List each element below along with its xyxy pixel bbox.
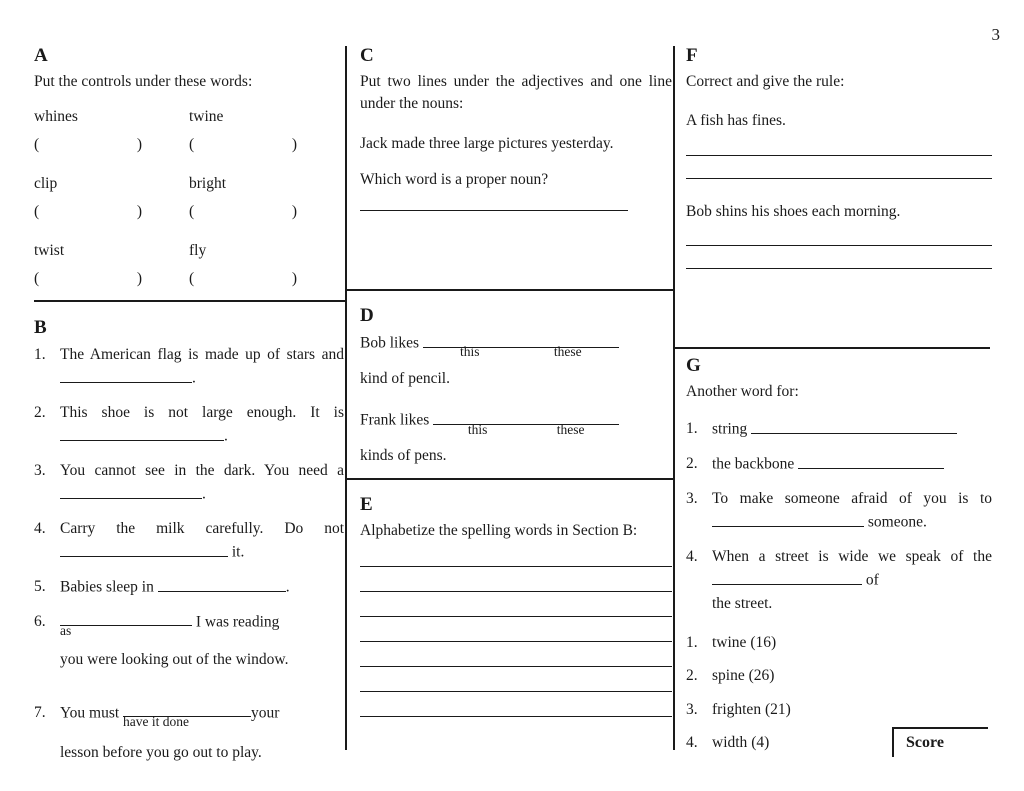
fill-in-blank-with-choices[interactable] bbox=[423, 331, 619, 360]
section-a bbox=[34, 46, 344, 304]
section-c-question: Which word is a proper noun? bbox=[360, 171, 549, 189]
section-e-letter: E bbox=[360, 494, 373, 515]
table-row bbox=[34, 237, 344, 266]
list-item bbox=[686, 417, 992, 441]
fill-in-blank[interactable] bbox=[60, 366, 192, 383]
blank-hint: as bbox=[60, 622, 72, 638]
fill-in-blank[interactable] bbox=[798, 452, 944, 469]
section-g-list bbox=[686, 417, 992, 615]
list-item bbox=[686, 452, 992, 476]
item-number: 1. bbox=[686, 420, 698, 438]
section-f-sentence-1: A fish has fines. bbox=[686, 112, 786, 130]
item-text-post: . bbox=[202, 485, 206, 503]
item-text-post: I was reading bbox=[195, 613, 280, 631]
table-row bbox=[34, 199, 344, 237]
word-label: twine bbox=[712, 634, 747, 652]
word-count: (26) bbox=[748, 667, 775, 685]
answer-parens[interactable] bbox=[34, 266, 189, 304]
item-number: 3. bbox=[686, 489, 698, 507]
item-number: 5. bbox=[34, 578, 46, 595]
list-item bbox=[686, 700, 992, 720]
section-a-letter: A bbox=[34, 45, 48, 66]
section-f-sentence-2: Bob shins his shoes each morning. bbox=[686, 202, 901, 220]
answer-line[interactable] bbox=[360, 666, 672, 667]
paren-open: ( bbox=[34, 202, 40, 220]
item-text: the backbone bbox=[712, 455, 795, 473]
section-e-prompt: Alphabetize the spelling words in Section B: bbox=[360, 522, 638, 539]
item-text-post: someone. bbox=[867, 513, 927, 531]
section-d-item-1-tail: kind of pencil. bbox=[360, 369, 450, 387]
section-e-answer-lines bbox=[360, 566, 672, 717]
fill-in-blank[interactable] bbox=[60, 540, 228, 557]
divider-f-g bbox=[674, 347, 990, 349]
section-d-item-2 bbox=[360, 408, 672, 437]
word-cell: twine bbox=[189, 108, 224, 126]
column-left bbox=[34, 45, 344, 761]
section-f bbox=[686, 46, 992, 269]
item-number: 1. bbox=[34, 346, 46, 363]
word-cell: whines bbox=[34, 108, 78, 126]
item-body bbox=[60, 343, 344, 390]
table-row bbox=[34, 132, 344, 170]
column-middle bbox=[360, 45, 672, 539]
item-body bbox=[60, 517, 344, 564]
section-g-letter: G bbox=[686, 355, 701, 376]
item-body bbox=[60, 459, 344, 506]
item-text: When a street is wide we speak of the bbox=[712, 547, 992, 565]
fill-in-blank-with-hint[interactable] bbox=[60, 610, 192, 638]
divider-c-d bbox=[347, 289, 673, 291]
answer-line[interactable] bbox=[360, 691, 672, 692]
section-g bbox=[686, 356, 992, 766]
choice-option[interactable]: this bbox=[460, 344, 480, 360]
item-number: 4. bbox=[686, 733, 698, 751]
item-text: Bob likes bbox=[360, 334, 419, 352]
item-number: 2. bbox=[34, 404, 46, 421]
section-a-prompt: Put the controls under these words: bbox=[34, 73, 253, 90]
column-divider-left bbox=[345, 46, 347, 750]
section-f-lines-1 bbox=[686, 155, 992, 179]
list-item bbox=[686, 666, 992, 686]
item-body bbox=[712, 452, 992, 476]
choice-option[interactable]: this bbox=[467, 421, 488, 437]
table-row bbox=[34, 170, 344, 199]
section-b-letter: B bbox=[34, 317, 47, 338]
list-item bbox=[34, 610, 344, 671]
page-number: 3 bbox=[991, 25, 1000, 44]
section-c-prompt: Put two lines under the adjectives and one line under the nouns: bbox=[360, 73, 672, 113]
word-label: spine bbox=[712, 667, 745, 685]
paren-open: ( bbox=[189, 202, 195, 220]
item-text: You must bbox=[60, 704, 120, 722]
item-text-post: . bbox=[192, 369, 196, 387]
list-item bbox=[34, 517, 344, 564]
section-b-list bbox=[34, 343, 344, 764]
blank-choices bbox=[433, 423, 619, 438]
section-b bbox=[34, 318, 344, 775]
item-body bbox=[712, 417, 992, 441]
answer-parens[interactable] bbox=[189, 199, 344, 237]
paren-close: ) bbox=[291, 136, 297, 154]
section-c-letter: C bbox=[360, 45, 374, 66]
item-body bbox=[712, 487, 992, 534]
score-box[interactable] bbox=[892, 727, 988, 757]
item-body bbox=[60, 610, 344, 638]
item-text: Frank likes bbox=[360, 411, 430, 429]
item-body bbox=[712, 545, 992, 592]
section-f-lines-2 bbox=[686, 245, 992, 269]
word-count: (16) bbox=[750, 634, 777, 652]
word-count: (4) bbox=[751, 733, 770, 751]
column-divider-right bbox=[673, 46, 675, 750]
section-f-letter: F bbox=[686, 45, 698, 66]
paren-close: ) bbox=[136, 269, 142, 287]
blank-hint: have it done bbox=[123, 713, 190, 729]
paren-open: ( bbox=[34, 269, 40, 287]
item-text: Babies sleep in bbox=[60, 578, 154, 596]
section-c-sentence: Jack made three large pictures yesterday. bbox=[360, 134, 614, 152]
item-text: You cannot see in the dark. You need a bbox=[60, 462, 344, 479]
item-text: The American flag is made up of stars and bbox=[60, 346, 344, 363]
word-cell: clip bbox=[34, 175, 58, 193]
fill-in-blank[interactable] bbox=[60, 482, 202, 499]
word-cell: bright bbox=[189, 175, 227, 193]
paren-close: ) bbox=[136, 136, 142, 154]
answer-line[interactable] bbox=[360, 641, 672, 642]
item-number: 6. bbox=[34, 612, 46, 630]
word-label: width bbox=[712, 733, 748, 751]
answer-parens[interactable] bbox=[34, 132, 189, 170]
word-count: (21) bbox=[764, 700, 791, 718]
section-e bbox=[360, 495, 672, 717]
item-text: This shoe is not large enough. It is bbox=[60, 404, 344, 421]
section-d bbox=[360, 306, 672, 486]
fill-in-blank-with-choices[interactable] bbox=[433, 408, 619, 437]
answer-line[interactable] bbox=[360, 716, 672, 717]
section-g-prompt: Another word for: bbox=[686, 383, 799, 400]
word-cell: fly bbox=[189, 242, 207, 260]
item-tail: you were looking out of the window. bbox=[60, 650, 289, 668]
list-item bbox=[34, 701, 344, 764]
item-body bbox=[60, 701, 344, 729]
list-item bbox=[34, 401, 344, 448]
item-number: 7. bbox=[34, 703, 46, 721]
item-tail: lesson before you go out to play. bbox=[60, 743, 262, 761]
list-item bbox=[34, 459, 344, 506]
paren-open: ( bbox=[189, 269, 195, 287]
answer-line[interactable] bbox=[360, 566, 672, 567]
word-cell: twist bbox=[34, 242, 65, 260]
fill-in-blank-with-hint[interactable] bbox=[123, 701, 251, 729]
fill-in-blank[interactable] bbox=[60, 424, 224, 441]
item-number: 3. bbox=[686, 700, 698, 718]
answer-parens[interactable] bbox=[189, 132, 344, 170]
item-number: 4. bbox=[34, 520, 46, 537]
item-text: Carry the milk carefully. Do not bbox=[60, 520, 344, 537]
item-text-post: . bbox=[285, 578, 290, 596]
item-number: 3. bbox=[34, 462, 46, 479]
list-item bbox=[686, 487, 992, 534]
choice-option[interactable]: these bbox=[556, 421, 585, 437]
blank-choices bbox=[423, 345, 619, 360]
table-row bbox=[34, 266, 344, 304]
answer-parens[interactable] bbox=[34, 199, 189, 237]
answer-line[interactable] bbox=[686, 268, 992, 269]
item-text-post: of bbox=[865, 571, 879, 589]
list-item bbox=[34, 575, 344, 599]
item-text-post: your bbox=[251, 704, 280, 722]
fill-in-blank[interactable] bbox=[158, 575, 286, 592]
answer-line[interactable] bbox=[360, 616, 672, 617]
fill-in-blank[interactable] bbox=[712, 510, 864, 527]
paren-open: ( bbox=[189, 136, 195, 154]
paren-close: ) bbox=[291, 202, 297, 220]
answer-line[interactable] bbox=[686, 178, 992, 179]
answer-line[interactable] bbox=[686, 245, 992, 246]
list-item bbox=[686, 633, 992, 653]
answer-parens[interactable] bbox=[189, 266, 344, 304]
section-c bbox=[360, 46, 672, 211]
list-item bbox=[34, 343, 344, 390]
item-number: 2. bbox=[686, 667, 698, 685]
item-number: 1. bbox=[686, 634, 698, 652]
item-body bbox=[60, 575, 344, 599]
section-d-item-2-tail: kinds of pens. bbox=[360, 447, 447, 465]
item-text: string bbox=[712, 420, 748, 438]
word-label: frighten bbox=[712, 700, 762, 718]
section-d-item-1 bbox=[360, 331, 672, 360]
item-text: To make someone afraid of you is to bbox=[712, 489, 992, 507]
paren-close: ) bbox=[136, 202, 142, 220]
score-label: Score bbox=[906, 734, 944, 751]
item-text-post: it. bbox=[231, 543, 245, 561]
answer-line[interactable] bbox=[360, 591, 672, 592]
fill-in-blank[interactable] bbox=[712, 568, 862, 585]
item-tail: the street. bbox=[712, 594, 773, 612]
item-text-post: . bbox=[224, 427, 228, 445]
item-number: 4. bbox=[686, 547, 698, 565]
answer-line[interactable] bbox=[686, 155, 992, 156]
paren-close: ) bbox=[291, 269, 297, 287]
item-number: 2. bbox=[686, 455, 698, 473]
fill-in-blank[interactable] bbox=[751, 417, 957, 434]
section-f-prompt: Correct and give the rule: bbox=[686, 73, 845, 90]
section-c-answer-line[interactable] bbox=[360, 210, 628, 211]
list-item bbox=[686, 545, 992, 615]
paren-open: ( bbox=[34, 136, 40, 154]
item-body bbox=[60, 401, 344, 448]
choice-option[interactable]: these bbox=[553, 344, 582, 360]
table-row bbox=[34, 103, 344, 132]
section-d-letter: D bbox=[360, 305, 374, 326]
section-a-word-grid bbox=[34, 103, 344, 303]
